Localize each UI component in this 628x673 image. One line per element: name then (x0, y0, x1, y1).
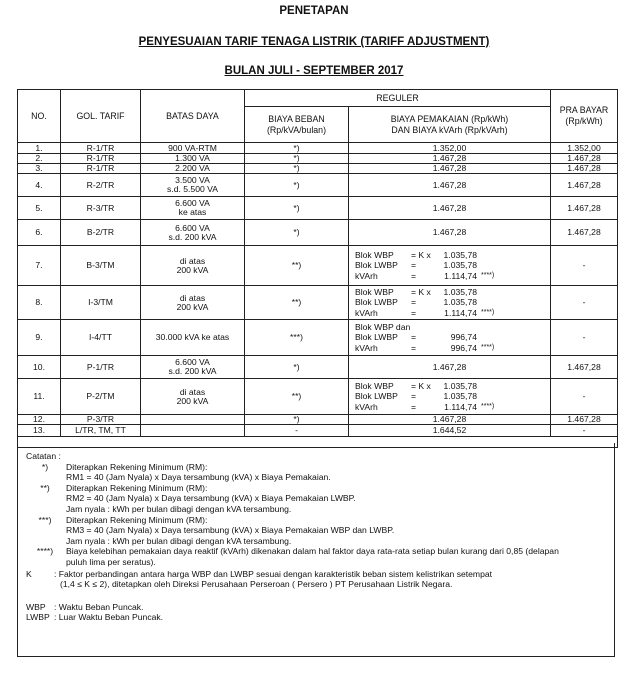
blok-val: 1.035,78 (443, 286, 477, 297)
tariff-table (17, 89, 618, 448)
blok-val: 1.114,74 (444, 401, 477, 412)
batas-line: 30.000 kVA ke atas (155, 332, 230, 342)
cell-no: 8. (18, 286, 61, 320)
blok-eq: = K x (411, 380, 431, 391)
cell-pra-bayar: 1.467,28 (551, 164, 618, 174)
cell-batas-daya (141, 220, 245, 246)
cell-biaya-beban: *) (245, 415, 349, 425)
doc-title: PENETAPAN (279, 5, 349, 17)
cell-biaya-pemakaian (349, 286, 551, 320)
blok-note: ****) (481, 308, 495, 316)
batas-line: s.d. 5.500 VA (167, 184, 218, 194)
cell-biaya-beban: - (245, 425, 349, 437)
blok-label: kVArh (355, 342, 378, 353)
doc-subtitle: PENYESUAIAN TARIF TENAGA LISTRIK (TARIFF ADJUSTMENT) (138, 36, 490, 48)
blok-note (481, 287, 511, 298)
blok-eq: = K x (411, 249, 431, 260)
cell-pra-bayar: 1.467,28 (551, 415, 618, 425)
cell-gol-tarif: B-3/TM (61, 246, 141, 286)
batas-line: di atas (179, 386, 206, 397)
blok-note (481, 391, 511, 402)
batas-line: 6.600 VA (175, 357, 210, 367)
blok-eq: = (411, 307, 417, 318)
cell-no: 5. (18, 197, 61, 220)
batas-line: 3.500 VA (175, 175, 210, 185)
batas-line: s.d. 200 kVA (168, 231, 217, 242)
blok-label: kVArh (355, 307, 378, 318)
blok-label: Blok WBP (355, 286, 394, 297)
cell-gol-tarif: I-3/TM (61, 286, 141, 320)
batas-line: 200 kVA (176, 301, 209, 312)
cell-pra-bayar: 1.467,28 (551, 197, 618, 220)
cell-no: 2. (18, 154, 61, 164)
cell-batas-daya (141, 197, 245, 220)
cell-batas-daya (141, 143, 245, 154)
blok-note: ****) (481, 271, 495, 279)
notes-section (17, 443, 615, 657)
blok-note (481, 322, 511, 333)
doc-period: BULAN JULI - SEPTEMBER 2017 (224, 65, 404, 77)
cell-biaya-beban: *) (245, 154, 349, 164)
cell-gol-tarif: R-1/TR (61, 143, 141, 154)
cell-batas-daya (141, 379, 245, 415)
cell-biaya-beban: *) (245, 356, 349, 379)
blok-val: 1.114,74 (444, 270, 477, 281)
note-k: K : Faktor perbandingan antara harga WBP dan LWBP sesuai dengan karakteristik beban sistem kelistrikan setempat (1,4 ≤ K ≤ 2), ditetapkan oleh Direksi Perusahaan Perseroan ( Persero ) PT Perusahaan Listrik Negara. (26, 568, 493, 590)
cell-gol-tarif: R-1/TR (61, 164, 141, 174)
blok-eq: = (411, 270, 417, 281)
blok-label: Blok LWBP (355, 391, 398, 402)
blok-val: 996,74 (450, 332, 477, 343)
note-lwbp: LWBP : Luar Waktu Beban Puncak. (26, 612, 164, 623)
cell-biaya-beban: **) (245, 286, 349, 320)
batas-line: 6.600 VA (175, 222, 210, 233)
cell-biaya-pemakaian: 1.467,28 (349, 154, 551, 164)
cell-biaya-pemakaian (349, 320, 551, 356)
cell-batas-daya (141, 246, 245, 286)
cell-batas-daya (141, 356, 245, 379)
blok-eq: = (411, 401, 417, 412)
note-wbp: WBP : Waktu Beban Puncak. (26, 601, 144, 612)
cell-no: 4. (18, 174, 61, 197)
cell-biaya-beban: *) (245, 174, 349, 197)
cell-biaya-pemakaian: 1.467,28 (349, 415, 551, 425)
note-item: ***) Diterapkan Rekening Minimum (RM): RM3 = 40 (Jam Nyala) x Daya tersambung (kVA) x Biaya Pemakaian WBP dan LWBP. Jam nyala : kWh per bulan dibagi dengan kVA tersambung. (38, 514, 395, 546)
cell-pra-bayar: 1.352,00 (551, 143, 618, 154)
cell-pra-bayar: - (551, 425, 618, 437)
blok-note (481, 260, 511, 271)
table-row (18, 164, 618, 174)
table-row (18, 246, 618, 286)
batas-line: 900 VA-RTM (168, 142, 217, 153)
table-row (18, 379, 618, 415)
header-biaya-beban: BIAYA BEBAN (Rp/kVA/bulan) (245, 107, 349, 143)
cell-biaya-beban: *) (245, 143, 349, 154)
batas-line: di atas (179, 292, 206, 303)
blok-note (481, 332, 511, 343)
cell-biaya-pemakaian: 1.467,28 (349, 220, 551, 246)
cell-gol-tarif: P-1/TR (61, 356, 141, 379)
cell-batas-daya (141, 154, 245, 164)
cell-pra-bayar: 1.467,28 (551, 174, 618, 197)
cell-pra-bayar: - (551, 320, 618, 356)
blok-note: ****) (481, 343, 495, 351)
cell-pra-bayar: 1.467,28 (551, 220, 618, 246)
cell-biaya-pemakaian (349, 246, 551, 286)
note-item: ****) Biaya kelebihan pemakaian daya reaktif (kVArh) dikenakan dalam hal faktor daya rata-rata setiap bulan kurang dari 0,85 (delapan puluh lima per seratus). (36, 546, 559, 567)
cell-gol-tarif: P-2/TM (61, 379, 141, 415)
cell-batas-daya (141, 174, 245, 197)
notes-heading: Catatan : (26, 451, 61, 461)
blok-label: Blok LWBP (355, 297, 398, 308)
cell-gol-tarif: R-2/TR (61, 174, 141, 197)
header-biaya-pemakaian: BIAYA PEMAKAIAN (Rp/kWh) DAN BIAYA kVArh (Rp/kVArh) (349, 107, 551, 143)
cell-no: 6. (18, 220, 61, 246)
note-item: *) Diterapkan Rekening Minimum (RM): RM1 = 40 (Jam Nyala) x Daya tersambung (kVA) x Biaya Pemakaian. (41, 461, 331, 483)
cell-no: 12. (18, 415, 61, 425)
table-row (18, 286, 618, 320)
table-row (18, 220, 618, 246)
cell-no: 11. (18, 379, 61, 415)
blok-val: 1.035,78 (443, 391, 477, 402)
cell-pra-bayar: 1.467,28 (551, 154, 618, 164)
cell-no: 1. (18, 143, 61, 154)
header-no: NO. (18, 90, 61, 143)
cell-biaya-beban: **) (245, 379, 349, 415)
cell-gol-tarif: P-3/TR (61, 415, 141, 425)
table-row (18, 154, 618, 164)
blok-val: 1.035,78 (443, 380, 477, 391)
table-row (18, 356, 618, 379)
blok-val (437, 322, 481, 333)
batas-line: s.d. 200 kVA (168, 366, 217, 376)
cell-biaya-beban: **) (245, 246, 349, 286)
cell-no: 3. (18, 164, 61, 174)
cell-biaya-beban: *) (245, 220, 349, 246)
cell-gol-tarif: L/TR, TM, TT (61, 425, 141, 437)
cell-biaya-beban: ***) (245, 320, 349, 356)
blok-note (481, 297, 511, 308)
batas-line: ke atas (178, 207, 207, 217)
blok-val: 1.114,74 (444, 307, 477, 318)
cell-biaya-pemakaian (349, 379, 551, 415)
blok-eq: = (411, 297, 417, 308)
cell-gol-tarif: R-3/TR (61, 197, 141, 220)
blok-note (481, 250, 511, 261)
cell-batas-daya (141, 286, 245, 320)
cell-batas-daya (141, 164, 245, 174)
cell-gol-tarif: I-4/TT (61, 320, 141, 356)
blok-eq: = (411, 332, 417, 343)
blok-label: Blok WBP (355, 249, 394, 260)
note-item: **) Diterapkan Rekening Minimum (RM): RM2 = 40 (Jam Nyala) x Daya tersambung (kVA) x Biaya Pemakaian LWBP. Jam nyala : kWh per bulan dibagi dengan kVA tersambung. (40, 482, 356, 514)
blok-note: ****) (481, 402, 495, 410)
cell-biaya-pemakaian: 1.467,28 (349, 356, 551, 379)
cell-biaya-beban: *) (245, 164, 349, 174)
cell-biaya-pemakaian: 1.467,28 (349, 197, 551, 220)
header-pra-bayar: PRA BAYAR (Rp/kWh) (551, 90, 618, 143)
table-row (18, 143, 618, 154)
cell-biaya-pemakaian: 1.644,52 (349, 425, 551, 437)
cell-pra-bayar: - (551, 246, 618, 286)
batas-line: 6.600 VA (175, 198, 210, 208)
cell-no: 9. (18, 320, 61, 356)
cell-biaya-beban: *) (245, 197, 349, 220)
batas-line: 200 kVA (176, 395, 209, 406)
blok-label: Blok LWBP (355, 332, 398, 343)
blok-note (481, 381, 511, 392)
blok-val: 1.035,78 (443, 260, 477, 271)
blok-label: kVArh (355, 401, 378, 412)
blok-eq: = (411, 342, 417, 353)
cell-batas-daya (141, 425, 245, 437)
table-row (18, 174, 618, 197)
blok-val: 1.035,78 (443, 297, 477, 308)
table-row (18, 425, 618, 437)
batas-line: di atas (179, 255, 206, 266)
blok-val: 996,74 (450, 342, 477, 353)
blok-eq: = (411, 391, 417, 402)
cell-pra-bayar: - (551, 286, 618, 320)
table-row (18, 320, 618, 356)
blok-eq: = K x (411, 286, 431, 297)
blok-eq: = (411, 260, 417, 271)
cell-no: 7. (18, 246, 61, 286)
table-row (18, 197, 618, 220)
cell-pra-bayar: 1.467,28 (551, 356, 618, 379)
cell-batas-daya (141, 415, 245, 425)
batas-line: 2.200 VA (175, 163, 210, 173)
cell-gol-tarif: B-2/TR (61, 220, 141, 246)
cell-biaya-pemakaian: 1.467,28 (349, 174, 551, 197)
blok-label: kVArh (355, 270, 378, 281)
header-gol-tarif: GOL. TARIF (61, 90, 141, 143)
header-reguler: REGULER (245, 90, 551, 107)
cell-no: 13. (18, 425, 61, 437)
batas-line: 1.300 VA (175, 153, 210, 163)
cell-biaya-pemakaian: 1.467,28 (349, 164, 551, 174)
blok-val: 1.035,78 (443, 249, 477, 260)
cell-batas-daya (141, 320, 245, 356)
batas-line: 200 kVA (176, 264, 209, 275)
cell-gol-tarif: R-1/TR (61, 154, 141, 164)
cell-biaya-pemakaian: 1.352,00 (349, 143, 551, 154)
table-row (18, 415, 618, 425)
blok-eq (411, 322, 437, 333)
cell-no: 10. (18, 356, 61, 379)
cell-pra-bayar: - (551, 379, 618, 415)
header-batas-daya: BATAS DAYA (141, 90, 245, 143)
blok-label: Blok WBP dan (355, 321, 411, 332)
blok-label: Blok LWBP (355, 260, 398, 271)
blok-label: Blok WBP (355, 380, 394, 391)
